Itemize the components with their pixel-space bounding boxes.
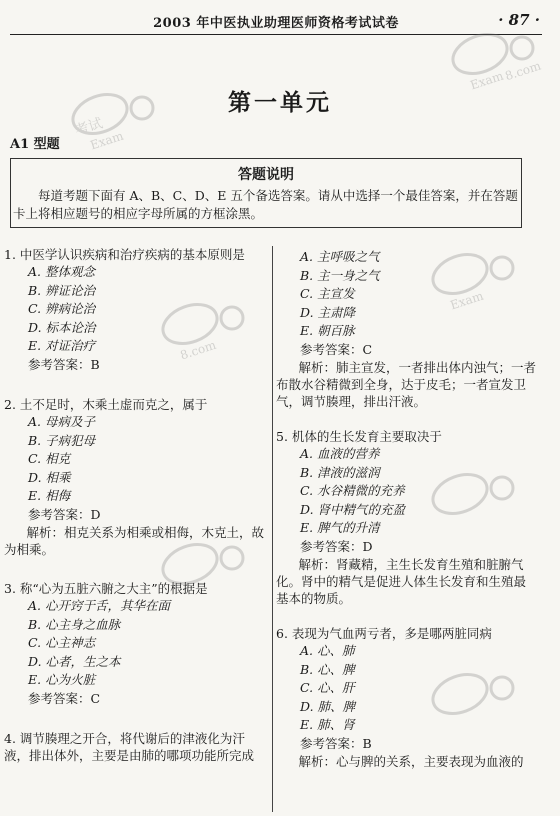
option: A. 心开窍于舌，其华在面	[28, 598, 170, 613]
question-1	[4, 246, 266, 374]
question-stem: 1. 中医学认识疾病和治疗疾病的基本原则是	[4, 247, 245, 262]
option: D. 相乘	[28, 469, 71, 485]
option: B. 津液的滋润	[300, 464, 380, 480]
section-title: A1 型题	[10, 137, 60, 152]
question-stem: 4. 调节腠理之开合，将代谢后的津液化为汗液，排出体外，主要是由肺的哪项功能所完成	[4, 731, 255, 763]
option: C. 心主神志	[28, 635, 96, 650]
option: B. 心主身之血脉	[28, 616, 121, 632]
question-stem: 3. 称“心为五脏六腑之大主”的根据是	[4, 581, 208, 596]
option: A. 血液的营养	[300, 446, 380, 461]
explanation: 解析：相克关系为相乘或相侮，木克土，故为相乘。	[4, 525, 265, 557]
reference-answer: 参考答案：B	[300, 735, 372, 751]
option: A. 主呼吸之气	[300, 249, 380, 264]
svg-text:考试: 考试	[73, 115, 105, 140]
right-column	[276, 246, 536, 784]
option: C. 心、肝	[300, 680, 355, 695]
option: E. 对证治疗	[28, 338, 96, 353]
option: E. 肺、肾	[300, 717, 355, 732]
option: A. 心、肺	[300, 643, 355, 658]
question-5	[276, 428, 536, 607]
reference-answer: 参考答案：C	[28, 690, 101, 706]
option: E. 朝百脉	[300, 323, 355, 338]
question-stem: 6. 表现为气血两亏者，多是哪两脏同病	[276, 626, 492, 641]
option: B. 主一身之气	[300, 267, 380, 283]
column-divider	[272, 246, 273, 812]
reference-answer: 参考答案：B	[28, 356, 100, 372]
page-number: · 87 ·	[498, 11, 540, 29]
question-stem: 2. 土不足时，木乘土虚而克之，属于	[4, 397, 208, 412]
option: C. 主宣发	[300, 286, 355, 301]
option: B. 心、脾	[300, 661, 355, 677]
option: D. 肾中精气的充盈	[300, 501, 406, 517]
option: D. 标本论治	[28, 319, 96, 335]
option: D. 心者，生之本	[28, 653, 121, 669]
option: C. 相克	[28, 451, 71, 466]
page-header	[10, 10, 542, 35]
explanation: 解析：肾藏精，主生长发育生殖和脏腑气化。肾中的精气是促进人体生长发育和生殖最基本的物质。	[276, 557, 527, 606]
svg-text:Exam: Exam	[468, 68, 506, 93]
option: E. 心为火脏	[28, 672, 96, 687]
question-4	[4, 730, 266, 764]
option: A. 整体观念	[28, 264, 95, 279]
option: D. 肺、脾	[300, 698, 356, 714]
option: B. 子病犯母	[28, 432, 96, 448]
option: C. 水谷精微的充养	[300, 483, 405, 498]
option: C. 辨病论治	[28, 301, 96, 316]
question-stem: 5. 机体的生长发育主要取决于	[276, 429, 442, 444]
reference-answer: 参考答案：D	[300, 538, 373, 554]
question-2	[4, 396, 266, 558]
instructions-title: 答题说明	[238, 167, 294, 183]
option: A. 母病及子	[28, 414, 95, 429]
svg-text:Exam: Exam	[448, 288, 486, 313]
svg-text:Exam: Exam	[88, 128, 126, 153]
svg-text:8.com: 8.com	[503, 58, 543, 84]
question-3	[4, 580, 266, 708]
unit-title: 第一单元	[228, 89, 332, 116]
explanation: 解析：肺主宣发，一者排出体内浊气；一者布散水谷精微到全身，达于皮毛；一者宣发卫气，调节腠理，排出汗液。	[276, 360, 537, 409]
reference-answer: 参考答案：D	[28, 506, 101, 522]
explanation: 解析：心与脾的关系，主要表现为血液的	[298, 754, 524, 769]
option: E. 相侮	[28, 488, 71, 503]
reference-answer: 参考答案：C	[300, 341, 373, 357]
question-4-continuation	[276, 248, 536, 410]
question-6	[276, 625, 536, 770]
option: D. 主肃降	[300, 304, 356, 320]
header-title: 2003 年中医执业助理医师资格考试试卷	[153, 16, 399, 31]
instructions-box	[10, 158, 522, 228]
instructions-text: 每道考题下面有 A、B、C、D、E 五个备选答案。请从中选择一个最佳答案，并在答题卡上将相应题号的相应字母所属的方框涂黑。	[13, 188, 518, 221]
option: E. 脾气的升清	[300, 520, 380, 535]
left-column	[4, 246, 266, 778]
option: B. 辨证论治	[28, 282, 96, 298]
svg-text:8.com: 8.com	[178, 337, 218, 363]
